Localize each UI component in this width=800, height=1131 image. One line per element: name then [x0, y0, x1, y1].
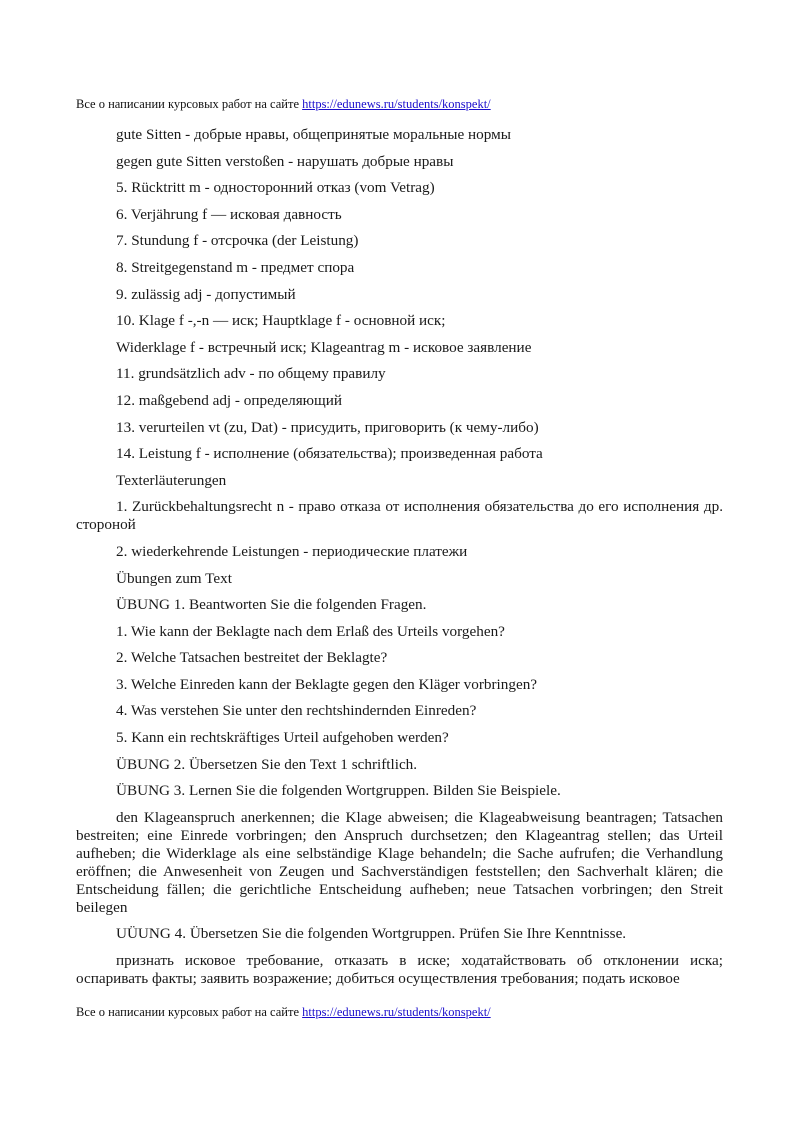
page-header [76, 96, 491, 112]
word-group-paragraph: признать исковое требование, отказать в иске; ходатайствовать об отклонении иска; оспаривать факты; заявить возражение; добиться осуществления требования; подать исковое [76, 952, 723, 988]
vocab-item: 12. maßgebend adj - определяющий [116, 391, 342, 409]
vocab-item: 5. Rücktritt m - односторонний отказ (vom Vetrag) [116, 179, 435, 197]
vocab-item: Widerklage f - встречный иск; Klageantrag m - исковое заявление [116, 338, 532, 356]
vocab-item: 13. verurteilen vt (zu, Dat) - присудить, приговорить (к чему-либо) [116, 418, 539, 436]
vocab-item: 9. zulässig adj - допустимый [116, 285, 296, 303]
word-group-paragraph: den Klageanspruch anerkennen; die Klage abweisen; die Klageabweisung beantragen; Tatsachen bestreiten; eine Einrede vorbringen; den Anspruch durchsetzen; den Klageantrag stellen; das Urteil aufheben; die Widerklage als eine selbständige Klage behandeln; die Sache aufrufen; die Verhandlung eröffnen; die Anwesenheit von Zeugen und Sachverständigen feststellen; den Sachverhalt klären; die Entscheidung fällen; die gerichtliche Entscheidung aufheben; neue Tatsachen vorbringen; den Streit beilegen [76, 808, 723, 916]
header-text: Все о написании курсовых работ на сайте [76, 97, 303, 111]
vocab-item: 8. Streitgegenstand m - предмет спора [116, 258, 355, 276]
question-item: 1. Wie kann der Beklagte nach dem Erlaß des Urteils vorgehen? [116, 622, 505, 640]
header-link[interactable]: https://edunews.ru/students/konspekt/ [302, 97, 491, 111]
exercise-heading: ÜBUNG 2. Übersetzen Sie den Text 1 schriftlich. [116, 755, 418, 773]
section-heading: Texterläuterungen [116, 471, 227, 489]
exercise-heading: ÜBUNG 3. Lernen Sie die folgenden Wortgruppen. Bilden Sie Beispiele. [116, 782, 561, 800]
footer-link[interactable]: https://edunews.ru/students/konspekt/ [302, 1005, 491, 1019]
exercise-heading: UÜUNG 4. Übersetzen Sie die folgenden Wortgruppen. Prüfen Sie Ihre Kenntnisse. [116, 925, 627, 943]
question-item: 3. Welche Einreden kann der Beklagte gegen den Kläger vorbringen? [116, 675, 538, 693]
question-item: 2. Welche Tatsachen bestreitet der Beklagte? [116, 649, 388, 667]
section-heading: Übungen zum Text [116, 569, 232, 587]
vocab-item: 14. Leistung f - исполнение (обязательства); произведенная работа [116, 445, 543, 463]
vocab-item: 11. grundsätzlich adv - по общему правилу [116, 365, 386, 383]
vocab-item: gegen gute Sitten verstoßen - нарушать добрые нравы [116, 152, 454, 170]
document-body [76, 126, 723, 997]
exercise-heading: ÜBUNG 1. Beantworten Sie die folgenden Fragen. [116, 596, 427, 614]
vocab-item: 6. Verjährung f — исковая давность [116, 205, 342, 223]
question-item: 4. Was verstehen Sie unter den rechtshindernden Einreden? [116, 702, 477, 720]
vocab-item: 7. Stundung f - отсрочка (der Leistung) [116, 232, 359, 250]
page-footer [76, 1004, 491, 1020]
footer-text: Все о написании курсовых работ на сайте [76, 1005, 303, 1019]
explanation-item: 1. Zurückbehaltungsrecht n - право отказа от исполнения обязательства до его исполнения др. стороной [76, 498, 723, 534]
vocab-item: gute Sitten - добрые нравы, общепринятые моральные нормы [116, 126, 511, 143]
explanation-item: 2. wiederkehrende Leistungen - периодические платежи [116, 542, 468, 560]
vocab-item: 10. Klage f -,-n — иск; Hauptklage f - основной иск; [116, 312, 446, 330]
question-item: 5. Kann ein rechtskräftiges Urteil aufgehoben werden? [116, 729, 449, 747]
